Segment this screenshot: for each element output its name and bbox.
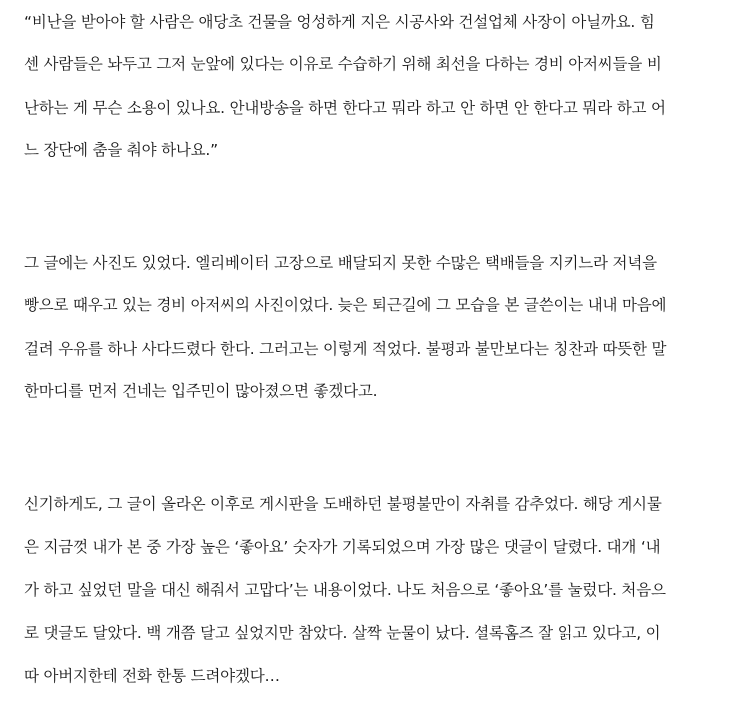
text-line: 빵으로 때우고 있는 경비 아저씨의 사진이었다. 늦은 퇴근길에 그 모습을 본 글쓴이는 내내 마음에 (24, 296, 667, 314)
text-line: 로 댓글도 달았다. 백 개쯤 달고 싶었지만 참았다. 살짝 눈물이 났다. 셜록홈즈 잘 읽고 있다고, 이 (24, 624, 661, 642)
text-line: 따 아버지한테 전화 한통 드려야겠다… (24, 667, 280, 685)
text-line: 신기하게도, 그 글이 올라온 이후로 게시판을 도배하던 불평불만이 자취를 감추었다. 해당 게시물 (24, 495, 662, 513)
text-line: 난하는 게 무슨 소용이 있나요. 안내방송을 하면 한다고 뭐라 하고 안 하면 안 한다고 뭐라 하고 어 (24, 99, 666, 117)
text-line: 센 사람들은 놔두고 그저 눈앞에 있다는 이유로 수습하기 위해 최선을 다하는 경비 아저씨들을 비 (24, 55, 662, 73)
text-line: 은 지금껏 내가 본 중 가장 높은 ‘좋아요’ 숫자가 기록되었으며 가장 많은 댓글이 달렸다. 대개 ‘내 (24, 538, 661, 556)
text-line: 그 글에는 사진도 있었다. 엘리베이터 고장으로 배달되지 못한 수많은 택배들을 지키느라 저녁을 (24, 254, 657, 272)
text-line: 가 하고 싶었던 말을 대신 해줘서 고맙다’는 내용이었다. 나도 처음으로 ‘좋아요’를 눌렀다. 처음으 (24, 581, 666, 599)
text-line: 한마디를 먼저 건네는 입주민이 많아졌으면 좋겠다고. (24, 382, 378, 400)
text-line: “비난을 받아야 할 사람은 애당초 건물을 엉성하게 지은 시공사와 건설업체 사장이 아닐까요. 힘 (24, 13, 655, 31)
text-line: 느 장단에 춤을 춰야 하나요.” (24, 141, 218, 159)
text-line: 걸려 우유를 하나 사다드렸다 한다. 그러고는 이렇게 적었다. 불평과 불만보다는 칭찬과 따뜻한 말 (24, 340, 667, 358)
